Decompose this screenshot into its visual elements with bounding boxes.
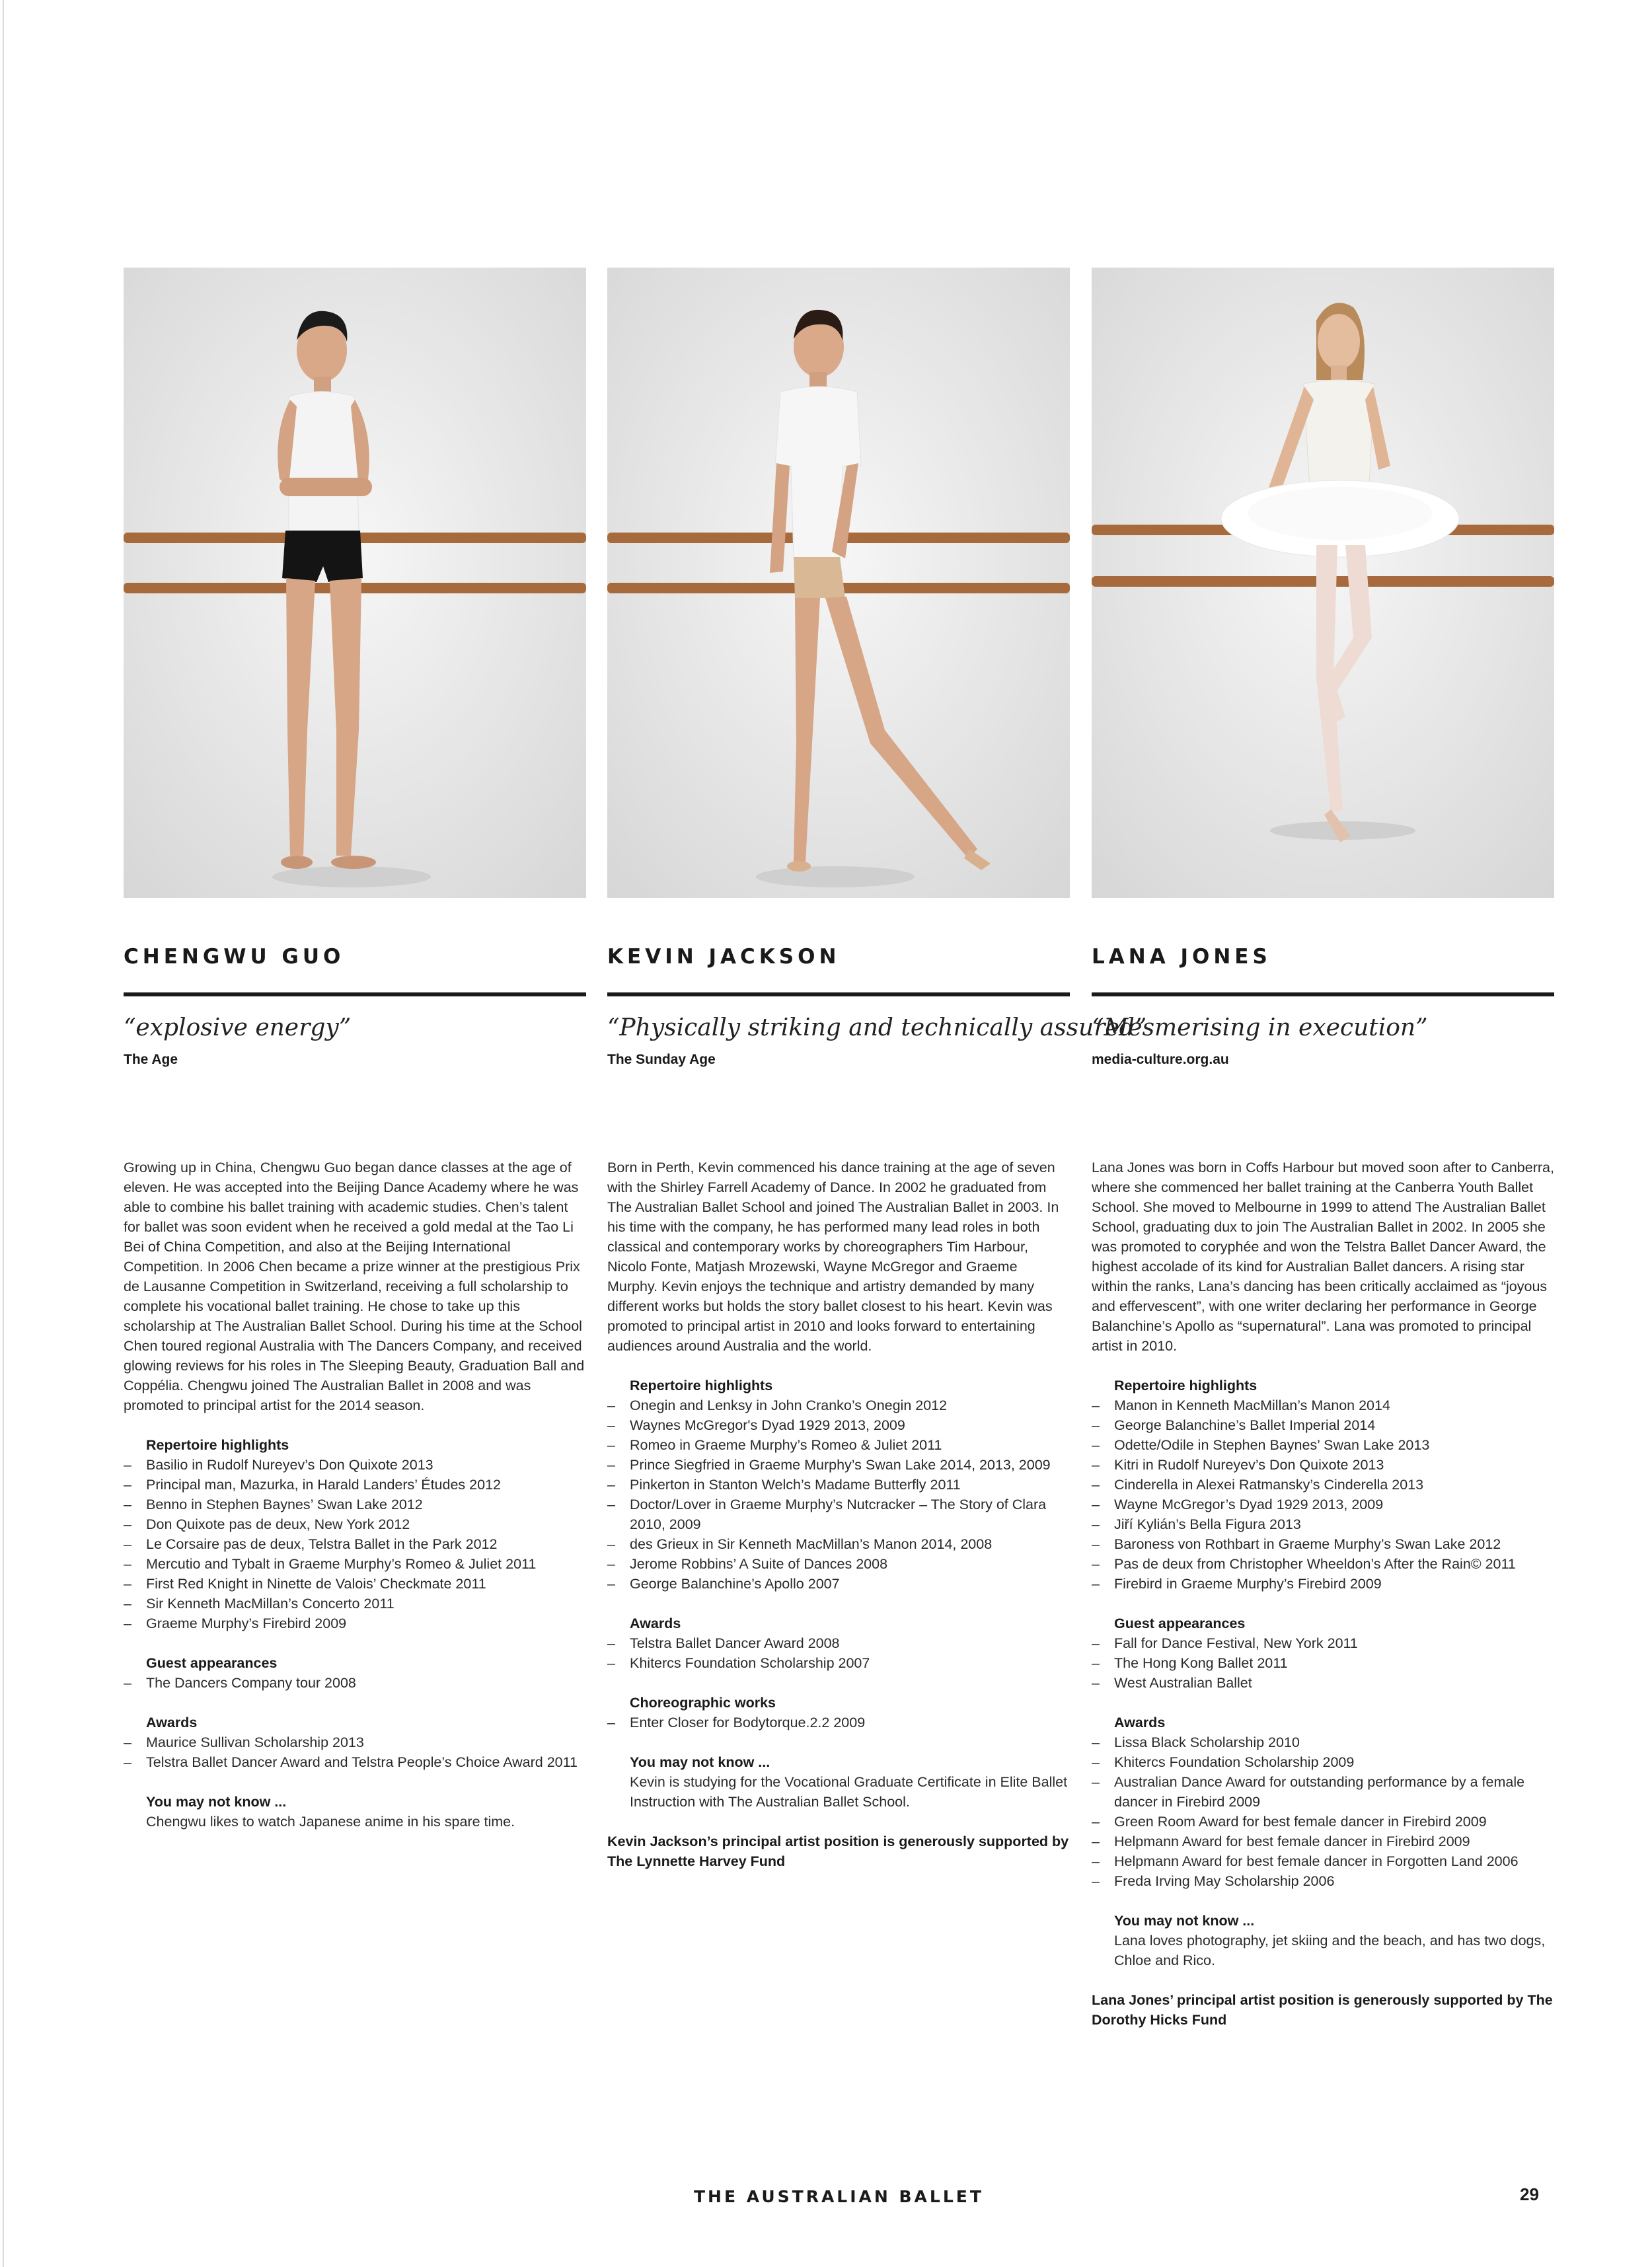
section-title: Choreographic works — [630, 1695, 776, 1711]
list-item: – Cinderella in Alexei Ratmansky’s Cinderella 2013 — [1092, 1475, 1554, 1495]
section-guest-appearances — [124, 1653, 586, 1693]
dancer-photo-illustration — [1092, 268, 1554, 898]
list-item: – Australian Dance Award for outstanding performance by a female dancer in Firebird 2009 — [1092, 1772, 1554, 1812]
list-item: – Jerome Robbins’ A Suite of Dances 2008 — [607, 1554, 1070, 1574]
section-awards — [124, 1713, 586, 1772]
list-item: – Maurice Sullivan Scholarship 2013 — [124, 1732, 586, 1752]
dancer-name: CHENGWU GUO — [124, 945, 345, 969]
guest-list — [124, 1673, 586, 1693]
page-edge-line — [3, 0, 4, 2267]
trivia-text: Lana loves photography, jet skiing and the beach, and has two dogs, Chloe and Rico. — [1114, 1933, 1546, 1968]
section-title: Repertoire highlights — [1114, 1378, 1258, 1394]
awards-list — [1092, 1732, 1554, 1891]
section-repertoire — [124, 1435, 586, 1633]
press-quote: “explosive energy” — [124, 1014, 352, 1041]
list-item: – First Red Knight in Ninette de Valois’ Checkmate 2011 — [124, 1574, 586, 1594]
list-item: – Telstra Ballet Dancer Award and Telstra People’s Choice Award 2011 — [124, 1752, 586, 1772]
list-item: – Khitercs Foundation Scholarship 2007 — [607, 1653, 1070, 1673]
section-title: Guest appearances — [1114, 1616, 1246, 1631]
dancer-bio: Born in Perth, Kevin commenced his dance training at the age of seven with the Shirley Farrell Academy of Dance. In 2002 he graduated from The Australian Ballet School and joined The Australian Ballet in 2003. In his time with the company, he has performed many lead roles in both classical and contemporary works by choreographers Tim Harbour, Nicolo Fonte, Matjash Mrozewski, Wayne McGregor and Graeme Murphy. Kevin enjoys the technique and artistry demanded by many different works but holds the story ballet closest to his heart. Kevin was promoted to principal artist in 2010 and looks forward to entertaining audiences around Australia and the world. — [607, 1160, 1059, 1354]
awards-list — [607, 1633, 1070, 1673]
section-trivia — [124, 1792, 586, 1832]
list-item: – Lissa Black Scholarship 2010 — [1092, 1732, 1554, 1752]
dancer-bio-block — [1092, 1158, 1554, 2030]
list-item: – Odette/Odile in Stephen Baynes’ Swan Lake 2013 — [1092, 1435, 1554, 1455]
trivia-text: Kevin is studying for the Vocational Graduate Certificate in Elite Ballet Instruction with The Australian Ballet School. — [630, 1774, 1068, 1810]
list-item: – Freda Irving May Scholarship 2006 — [1092, 1871, 1554, 1891]
dancer-photo-illustration — [607, 268, 1070, 898]
list-item: – George Balanchine’s Ballet Imperial 2014 — [1092, 1415, 1554, 1435]
repertoire-list — [124, 1455, 586, 1633]
dancer-photo — [124, 268, 586, 898]
list-item: – Sir Kenneth MacMillan’s Concerto 2011 — [124, 1594, 586, 1614]
section-title: Awards — [1114, 1715, 1166, 1730]
list-item: – Jiří Kylián’s Bella Figura 2013 — [1092, 1514, 1554, 1534]
list-item: – Principal man, Mazurka, in Harald Landers’ Études 2012 — [124, 1475, 586, 1495]
list-item: – Pinkerton in Stanton Welch’s Madame Butterfly 2011 — [607, 1475, 1070, 1495]
list-item: – Kitri in Rudolf Nureyev’s Don Quixote 2013 — [1092, 1455, 1554, 1475]
divider-rule — [1092, 992, 1554, 996]
dancer-photo — [607, 268, 1070, 898]
repertoire-list — [607, 1395, 1070, 1594]
dancer-bio-block — [124, 1158, 586, 1832]
section-title: Awards — [146, 1715, 198, 1730]
list-item: – Doctor/Lover in Graeme Murphy’s Nutcracker – The Story of Clara 2010, 2009 — [607, 1495, 1070, 1534]
section-repertoire — [607, 1376, 1070, 1594]
section-title: You may not know ... — [1114, 1913, 1255, 1929]
dancer-column-kevin-jackson — [607, 268, 1147, 1869]
list-item: – Baroness von Rothbart in Graeme Murphy’s Swan Lake 2012 — [1092, 1534, 1554, 1554]
section-awards — [1092, 1713, 1554, 1891]
list-item: – Wayne McGregor’s Dyad 1929 2013, 2009 — [1092, 1495, 1554, 1514]
list-item: – Graeme Murphy’s Firebird 2009 — [124, 1614, 586, 1633]
list-item: – Don Quixote pas de deux, New York 2012 — [124, 1514, 586, 1534]
list-item: – des Grieux in Sir Kenneth MacMillan’s Manon 2014, 2008 — [607, 1534, 1070, 1554]
section-title: Repertoire highlights — [146, 1437, 289, 1453]
sponsor-note: Kevin Jackson’s principal artist position is generously supported by The Lynnette Harvey Fund — [607, 1834, 1069, 1869]
section-trivia — [607, 1752, 1070, 1812]
list-item: – Onegin and Lenksy in John Cranko’s Onegin 2012 — [607, 1395, 1070, 1415]
quote-source: media-culture.org.au — [1092, 1052, 1229, 1067]
list-item: – The Dancers Company tour 2008 — [124, 1673, 586, 1693]
list-item: – Prince Siegfried in Graeme Murphy’s Swan Lake 2014, 2013, 2009 — [607, 1455, 1070, 1475]
sponsor-note: Lana Jones’ principal artist position is generously supported by The Dorothy Hicks Fund — [1092, 1992, 1553, 2028]
list-item: – Fall for Dance Festival, New York 2011 — [1092, 1633, 1554, 1653]
list-item: – Basilio in Rudolf Nureyev’s Don Quixote 2013 — [124, 1455, 586, 1475]
list-item: – Green Room Award for best female dancer in Firebird 2009 — [1092, 1812, 1554, 1832]
list-item: – Waynes McGregor's Dyad 1929 2013, 2009 — [607, 1415, 1070, 1435]
dancer-column-lana-jones — [1092, 268, 1554, 2028]
divider-rule — [124, 992, 586, 996]
dancer-bio-block — [607, 1158, 1070, 1871]
dancer-name: KEVIN JACKSON — [607, 945, 841, 969]
section-title: Repertoire highlights — [630, 1378, 773, 1394]
section-choreographic-works — [607, 1693, 1070, 1732]
list-item: – Benno in Stephen Baynes’ Swan Lake 2012 — [124, 1495, 586, 1514]
dancer-photo — [1092, 268, 1554, 898]
section-title: Awards — [630, 1616, 681, 1631]
section-trivia — [1092, 1911, 1554, 1970]
section-title: You may not know ... — [146, 1794, 287, 1810]
list-item: – Firebird in Graeme Murphy’s Firebird 2009 — [1092, 1574, 1554, 1594]
list-item: – The Hong Kong Ballet 2011 — [1092, 1653, 1554, 1673]
dancer-name: LANA JONES — [1092, 945, 1271, 969]
list-item: – Enter Closer for Bodytorque.2.2 2009 — [607, 1713, 1070, 1732]
list-item: – Romeo in Graeme Murphy’s Romeo & Juliet 2011 — [607, 1435, 1070, 1455]
quote-source: The Sunday Age — [607, 1052, 716, 1067]
section-guest-appearances — [1092, 1614, 1554, 1693]
divider-rule — [607, 992, 1070, 996]
dancer-column-chengwu-guo — [124, 268, 586, 1830]
list-item: – Telstra Ballet Dancer Award 2008 — [607, 1633, 1070, 1653]
guest-list — [1092, 1633, 1554, 1693]
dancer-bio: Lana Jones was born in Coffs Harbour but moved soon after to Canberra, where she commenced her ballet training at the Canberra Youth Ballet School. She moved to Melbourne in 1999 to attend The Australian Ballet School, graduating dux to join The Australian Ballet in 2002. In 2005 she was promoted to coryphée and won the Telstra Ballet Dancer Award, the highest accolade of its kind for Australian Ballet dancers. A rising star within the ranks, Lana’s dancing has been critically acclaimed as “joyous and effervescent”, with one writer declaring her performance in George Balanchine’s Apollo as “supernatural”. Lana was promoted to principal artist in 2010. — [1092, 1160, 1554, 1354]
press-quote: “Mesmerising in execution” — [1092, 1014, 1428, 1041]
list-item: – Helpmann Award for best female dancer in Forgotten Land 2006 — [1092, 1851, 1554, 1871]
section-title: Guest appearances — [146, 1655, 278, 1671]
list-item: – Le Corsaire pas de deux, Telstra Ballet in the Park 2012 — [124, 1534, 586, 1554]
list-item: – West Australian Ballet — [1092, 1673, 1554, 1693]
list-item: – Pas de deux from Christopher Wheeldon’s After the Rain© 2011 — [1092, 1554, 1554, 1574]
dancer-photo-illustration — [124, 268, 586, 898]
page-number: 29 — [1520, 2184, 1539, 2204]
section-awards — [607, 1614, 1070, 1673]
press-quote: “Physically striking and technically assured” — [607, 1014, 1147, 1041]
publication-footer-title: THE AUSTRALIAN BALLET — [694, 2187, 984, 2206]
quote-source: The Age — [124, 1052, 178, 1067]
awards-list — [124, 1732, 586, 1772]
choreographic-list — [607, 1713, 1070, 1732]
trivia-text: Chengwu likes to watch Japanese anime in his spare time. — [146, 1814, 515, 1830]
list-item: – Khitercs Foundation Scholarship 2009 — [1092, 1752, 1554, 1772]
section-title: You may not know ... — [630, 1754, 770, 1770]
repertoire-list — [1092, 1395, 1554, 1594]
list-item: – Helpmann Award for best female dancer in Firebird 2009 — [1092, 1832, 1554, 1851]
list-item: – Mercutio and Tybalt in Graeme Murphy’s Romeo & Juliet 2011 — [124, 1554, 586, 1574]
list-item: – Manon in Kenneth MacMillan’s Manon 2014 — [1092, 1395, 1554, 1415]
dancer-bio: Growing up in China, Chengwu Guo began dance classes at the age of eleven. He was accepted into the Beijing Dance Academy where he was able to combine his ballet training with academic studies. Chen’s talent for ballet was soon evident when he received a gold medal at the Tao Li Bei of China Competition, and also at the Beijing International Competition. In 2006 Chen became a prize winner at the prestigious Prix de Lausanne Competition in Switzerland, receiving a full scholarship to complete his vocational ballet training. He chose to take up this scholarship at The Australian Ballet School. During his time at the School Chen toured regional Australia with The Dancers Company, and received glowing reviews for his roles in The Sleeping Beauty, Graduation Ball and Coppélia. Chengwu joined The Australian Ballet in 2008 and was promoted to principal artist for the 2014 season. — [124, 1160, 585, 1413]
list-item: – George Balanchine’s Apollo 2007 — [607, 1574, 1070, 1594]
section-repertoire — [1092, 1376, 1554, 1594]
